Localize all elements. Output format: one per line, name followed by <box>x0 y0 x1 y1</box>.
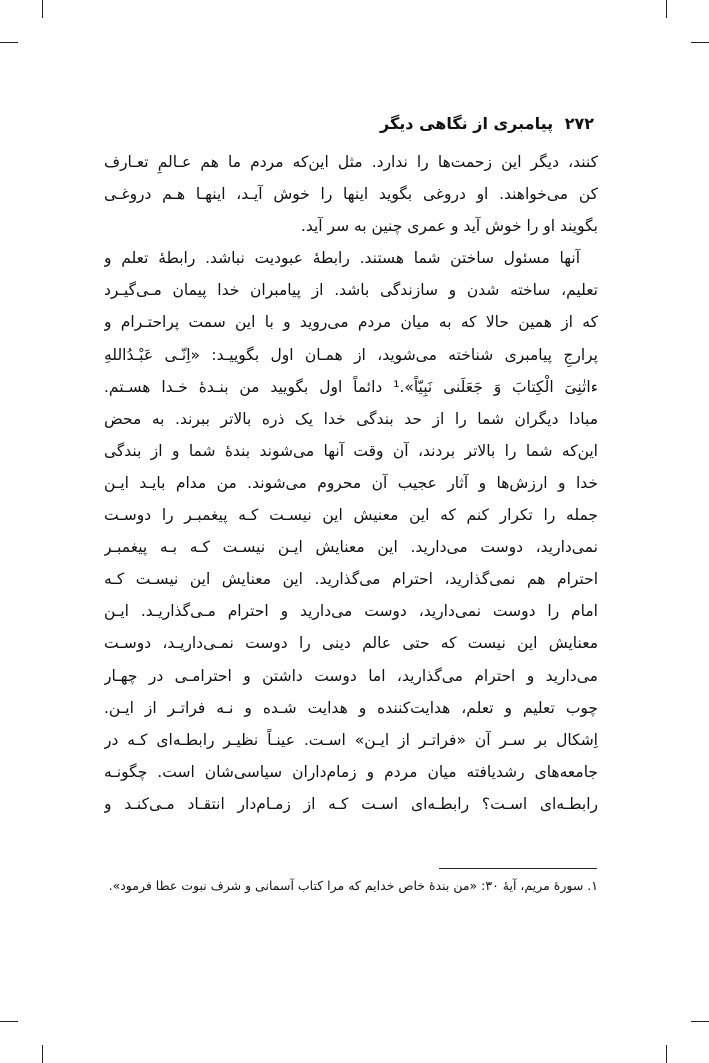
page-number: ۲۷۲ <box>564 114 594 133</box>
text-line: کن می‌خواهند. او دروغی بگوید اینها را خوش آیـد، اینهـا هـم دروغـی <box>104 185 598 204</box>
text-line: خدا و ارزش‌ها و آثار عجیب آن محروم می‌شوند. من مدام بایـد ایـن <box>104 473 598 492</box>
crop-mark-bottom-left-vertical <box>42 1045 43 1063</box>
text-line: امام را دوست نمی‌دارید، دوست می‌دارید و احترام مـی‌گذاریـد. ایـن <box>104 602 598 621</box>
footnote-divider <box>439 868 597 869</box>
text-line: می‌دارید و احترام می‌گذارید، اما دوست داشتن و احترامـی در چهـار <box>104 666 598 685</box>
text-line: بگویند او را خوش آید و عمری چنین به سر آید. <box>300 217 598 236</box>
text-line: نمی‌دارید، دوست می‌دارید. این معنایش ایـن نیسـت کـه بـه پیغمبـر <box>104 538 598 557</box>
text-line: جامعه‌های رشدیافته میان مردم و زمام‌داران سیاسی‌شان است. چگونـه <box>104 762 598 781</box>
text-line: ءاتٰنِیَ الْکِتابَ وَ جَعَلَنی نَبِیّاً».¹ دائماً اول بگویید من بنـدهٔ خـدا هسـتم. <box>104 377 598 396</box>
text-line: احترام هم نمی‌گذارید، احترام می‌گذارید. این معنایش این نیسـت کـه <box>104 570 598 589</box>
crop-mark-top-right-vertical <box>666 0 667 18</box>
body-text <box>104 146 598 820</box>
crop-mark-bottom-right-vertical <box>666 1045 667 1063</box>
text-line: مبادا دیگران شما را از حد بندگی خدا یک ذره بالاتر ببرند. به محض <box>104 409 598 428</box>
crop-mark-top-left-vertical <box>42 0 43 18</box>
running-title: پیامبری از نگاهی دیگر <box>380 114 554 133</box>
running-head <box>104 114 594 133</box>
text-line: آنها مسئول ساختن شما هستند. رابطهٔ عبودیت نباشد. رابطهٔ تعلم و <box>104 249 580 268</box>
text-line: جمله را تکرار کنم که این معنیش این نیسـت کـه پیغمبـر را دوسـت <box>104 506 598 525</box>
text-line: معنایش این نیست که حتی عالم دینی را دوست نمـی‌داریـد، دوسـت <box>104 634 598 653</box>
text-line: این‌که شما را بالاتر بردند، آن وقت آنها می‌شوند بندهٔ شما و از بندگی <box>104 441 598 460</box>
crop-mark-bottom-left-horizontal <box>0 1021 18 1022</box>
text-line: تعلیم، ساخته شدن و سازندگی باشد. از پیامبران خدا پیمان مـی‌گیـرد <box>104 281 598 300</box>
crop-mark-bottom-right-horizontal <box>691 1021 709 1022</box>
text-line: که از همین حالا که به میان مردم می‌روید و با این سمت پراحتـرام و <box>104 313 598 332</box>
crop-mark-top-right-horizontal <box>691 42 709 43</box>
footnote: ۱. سورهٔ مریم، آیهٔ ۳۰: «من بندهٔ خاص خدایم که مرا کتاب آسمانی و شرف نبوت عطا فرمود». <box>108 878 598 893</box>
crop-mark-top-left-horizontal <box>0 42 18 43</box>
text-line: کنند، دیگر این زحمت‌ها را ندارد. مثل این‌که مردم ما هم عـالمِ تعـارف <box>104 153 598 171</box>
text-line: چوب تعلیم و تعلم، هدایت‌کننده و هدایت شـده و نـه فراتـر از ایـن. <box>104 698 598 717</box>
text-line: پرارجِ پیامبری شناخته می‌شوید، از همـان اول بگوییـد: «اِنّـی عَبْـدُاللهِ <box>104 345 598 364</box>
text-line: اِشکال بر سـر آن «فراتـر از ایـن» اسـت. عینـاً نظیـر رابطـه‌ای کـه در <box>104 730 598 749</box>
text-line: رابطـه‌ای اسـت؟ رابطـه‌ای اسـت کـه از زمـام‌دار انتقـاد مـی‌کنـد و <box>104 794 598 813</box>
